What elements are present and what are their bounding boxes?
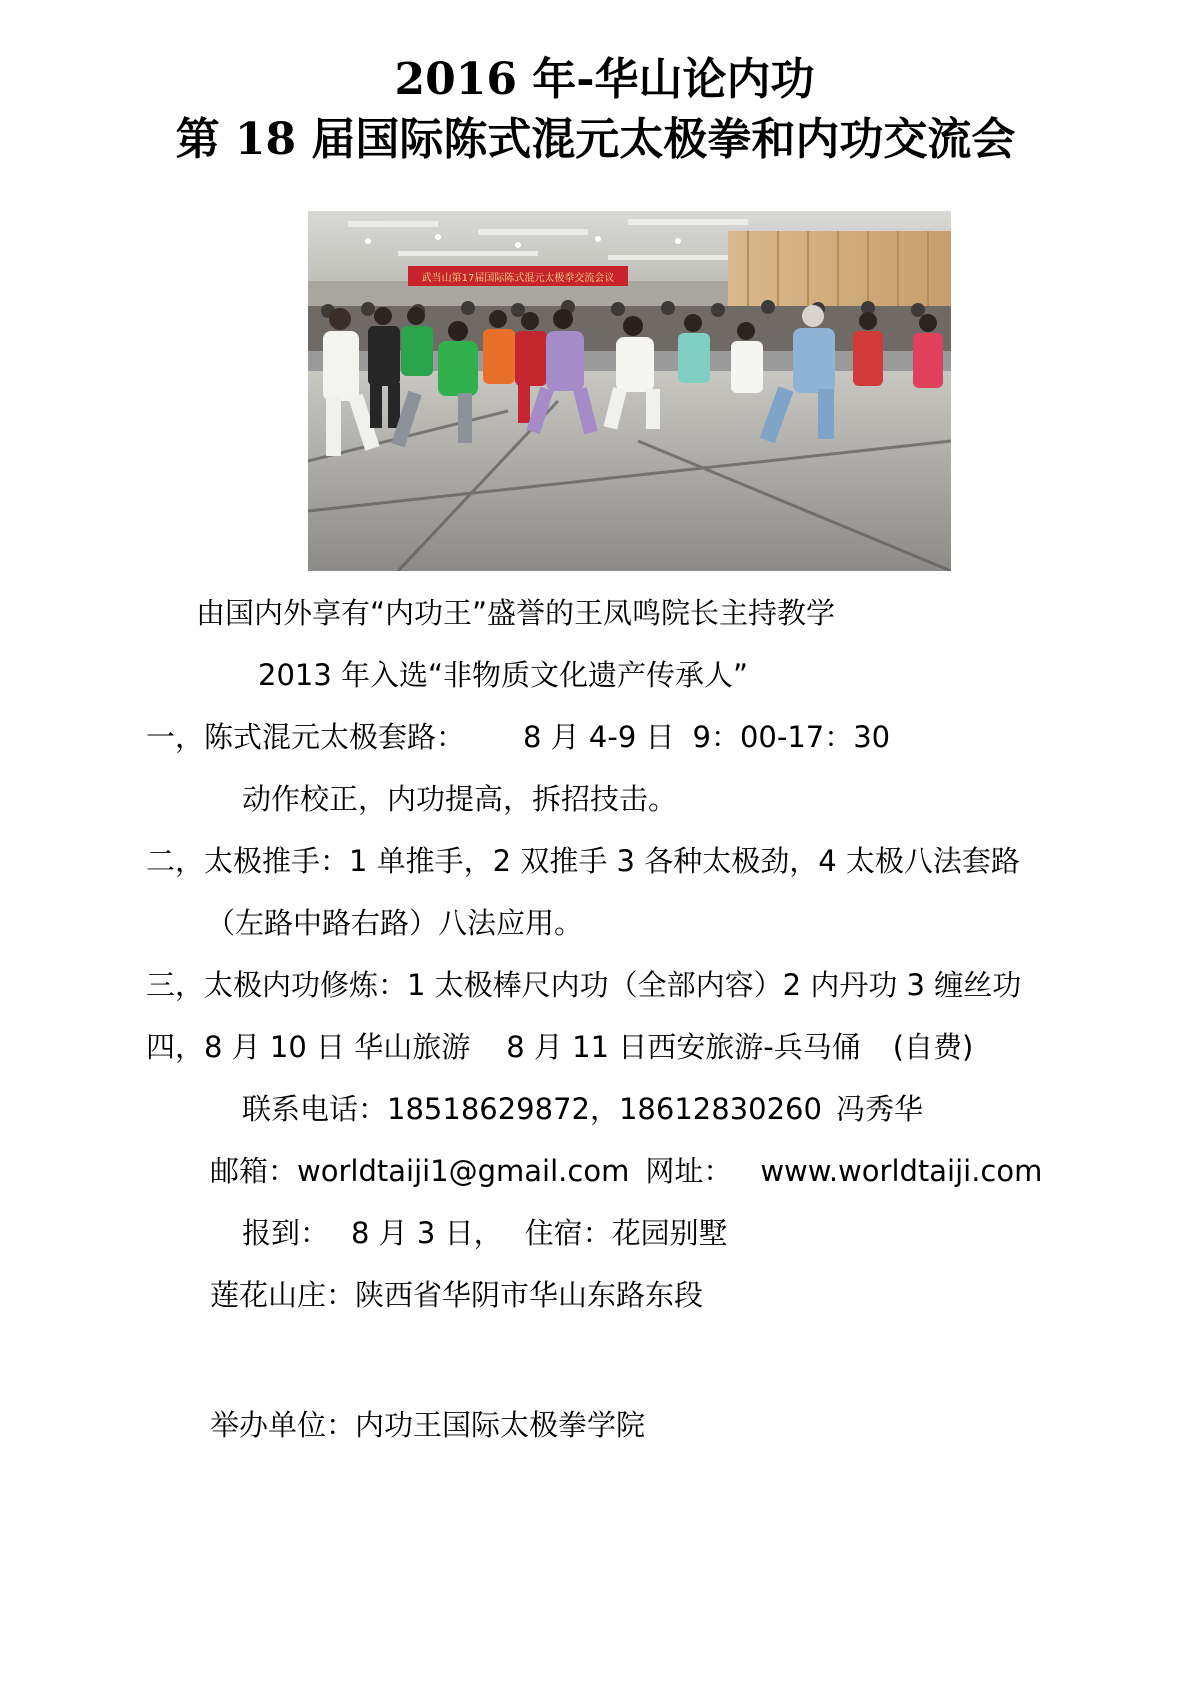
- section-one-date: 8 月 4-9 日: [523, 720, 675, 754]
- phone-contact-name: 冯秀华: [835, 1092, 923, 1126]
- section-two-line-2: （左路中路右路）八法应用。: [206, 906, 584, 940]
- checkin-label: 报到：: [242, 1216, 330, 1250]
- email-label: 邮箱：: [210, 1154, 298, 1188]
- section-four-line: [146, 1027, 973, 1067]
- checkin-value: 8 月 3 日，: [351, 1216, 503, 1250]
- intro-line-1: 由国内外享有“内功王”盛誉的王凤鸣院长主持教学: [196, 596, 836, 630]
- section-one-detail: 动作校正，内功提高，拆招技击。: [242, 782, 678, 816]
- event-photo: [308, 211, 951, 571]
- contact-phone-line: [242, 1089, 923, 1129]
- banner-text: 武当山第17届国际陈式混元太极拳交流会议: [421, 273, 615, 284]
- section-one-heading: [146, 717, 890, 757]
- section-one-time: 9：00-17：30: [692, 720, 891, 754]
- section-four-part-a: 四，8 月 10 日 华山旅游: [146, 1030, 471, 1064]
- venue-address: 莲花山庄：陕西省华阴市华山东路东段: [210, 1278, 704, 1312]
- website-value[interactable]: www.worldtaiji.com: [760, 1154, 1043, 1188]
- section-four-part-b: 8 月 11 日西安旅游-兵马俑: [506, 1030, 861, 1064]
- section-one-label: 一，陈式混元太极套路：: [146, 720, 466, 754]
- website-label: 网址：: [645, 1154, 733, 1188]
- intro-line-2: 2013 年入选“非物质文化遗产传承人”: [258, 658, 749, 692]
- contact-email-line: [210, 1151, 1042, 1191]
- section-three-line: 三，太极内功修炼：1 太极棒尺内功（全部内容）2 内丹功 3 缠丝功: [146, 968, 1022, 1002]
- title-line-2: 第 18 届国际陈式混元太极拳和内功交流会: [175, 114, 1016, 165]
- title-line-1: 2016 年-华山论内功: [394, 54, 815, 105]
- phone-value: 18518629872，18612830260: [387, 1092, 822, 1126]
- checkin-line: [242, 1213, 728, 1253]
- section-four-part-c: (自费): [892, 1030, 974, 1064]
- email-value[interactable]: worldtaiji1@gmail.com: [297, 1154, 630, 1188]
- lodging-label: 住宿：: [524, 1216, 612, 1250]
- lodging-value: 花园别墅: [611, 1216, 728, 1250]
- section-two-line-1: 二，太极推手：1 单推手，2 双推手 3 各种太极劲，4 太极八法套路: [146, 844, 1020, 878]
- organizer-line: 举办单位：内功王国际太极拳学院: [210, 1408, 646, 1442]
- phone-label: 联系电话：: [242, 1092, 388, 1126]
